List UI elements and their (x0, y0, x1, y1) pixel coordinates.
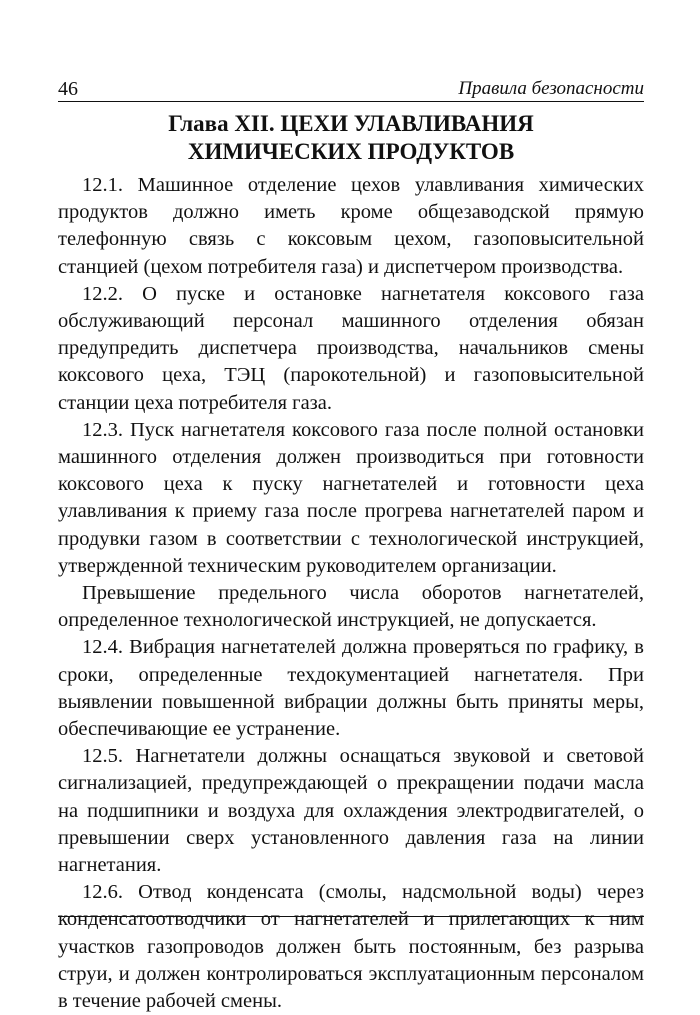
chapter-title-line-2: ХИМИЧЕСКИХ ПРОДУКТОВ (187, 139, 515, 164)
paragraph-12-3: 12.3. Пуск нагнетателя коксового газа после полной остановки машинного отделения должен производиться при готовности коксового цеха к пуску нагнетателей и готовности цеха улавливания к приему газа после прогрева нагнетателей паром и продувки газом в соответствии с технологической инструкцией, утвержденной техническим руководителем организации. (58, 418, 644, 577)
paragraph-12-5: 12.5. Нагнетатели должны оснащаться звуковой и световой сигнализацией, предупреждающей о прекращении подачи масла на подшипники и воздуха для охлаждения электродвигателей, о превышении сверх установленного давления газа на линии нагнетания. (58, 745, 644, 877)
paragraph-12-2: 12.2. О пуске и остановке нагнетателя коксового газа обслуживающий персонал машинного отделения обязан предупредить диспетчера производства, начальников смены коксового цеха, ТЭЦ (парокотельной) и газоповысительной станции цеха потребителя газа. (58, 282, 644, 414)
paragraph-12-3-note: Превышение предельного числа оборотов нагнетателей, определенное технологической инструкцией, не допускается. (58, 582, 644, 632)
page-number: 46 (58, 78, 78, 100)
header-rule (58, 101, 644, 102)
chapter-title-line-1: Глава XII. ЦЕХИ УЛАВЛИВАНИЯ (168, 111, 534, 136)
paragraph-12-1: 12.1. Машинное отделение цехов улавливания химических продуктов должно иметь кроме общезаводской прямую телефонную связь с коксовым цехом, газоповысительной станцией (цехом потребителя газа) и диспетчером производства. (58, 174, 644, 278)
chapter-title (58, 110, 644, 166)
body-text (58, 172, 644, 1015)
page-header (58, 78, 644, 102)
running-head: Правила безопасности (458, 78, 644, 99)
bottom-rule (58, 916, 644, 917)
paragraph-12-4: 12.4. Вибрация нагнетателей должна проверяться по графику, в сроки, определенные техдокументацией нагнетателя. При выявлении повышенной вибрации должны быть приняты меры, обеспечивающие ее устранение. (58, 636, 644, 741)
paragraph-12-6: 12.6. Отвод конденсата (смолы, надсмольной воды) через конденсатоотводчики от нагнетателей и прилегающих к ним участков газопроводов должен быть постоянным, без разрыва струи, и должен контролироваться эксплуатационным персоналом в течение рабочей смены. (58, 881, 644, 1013)
